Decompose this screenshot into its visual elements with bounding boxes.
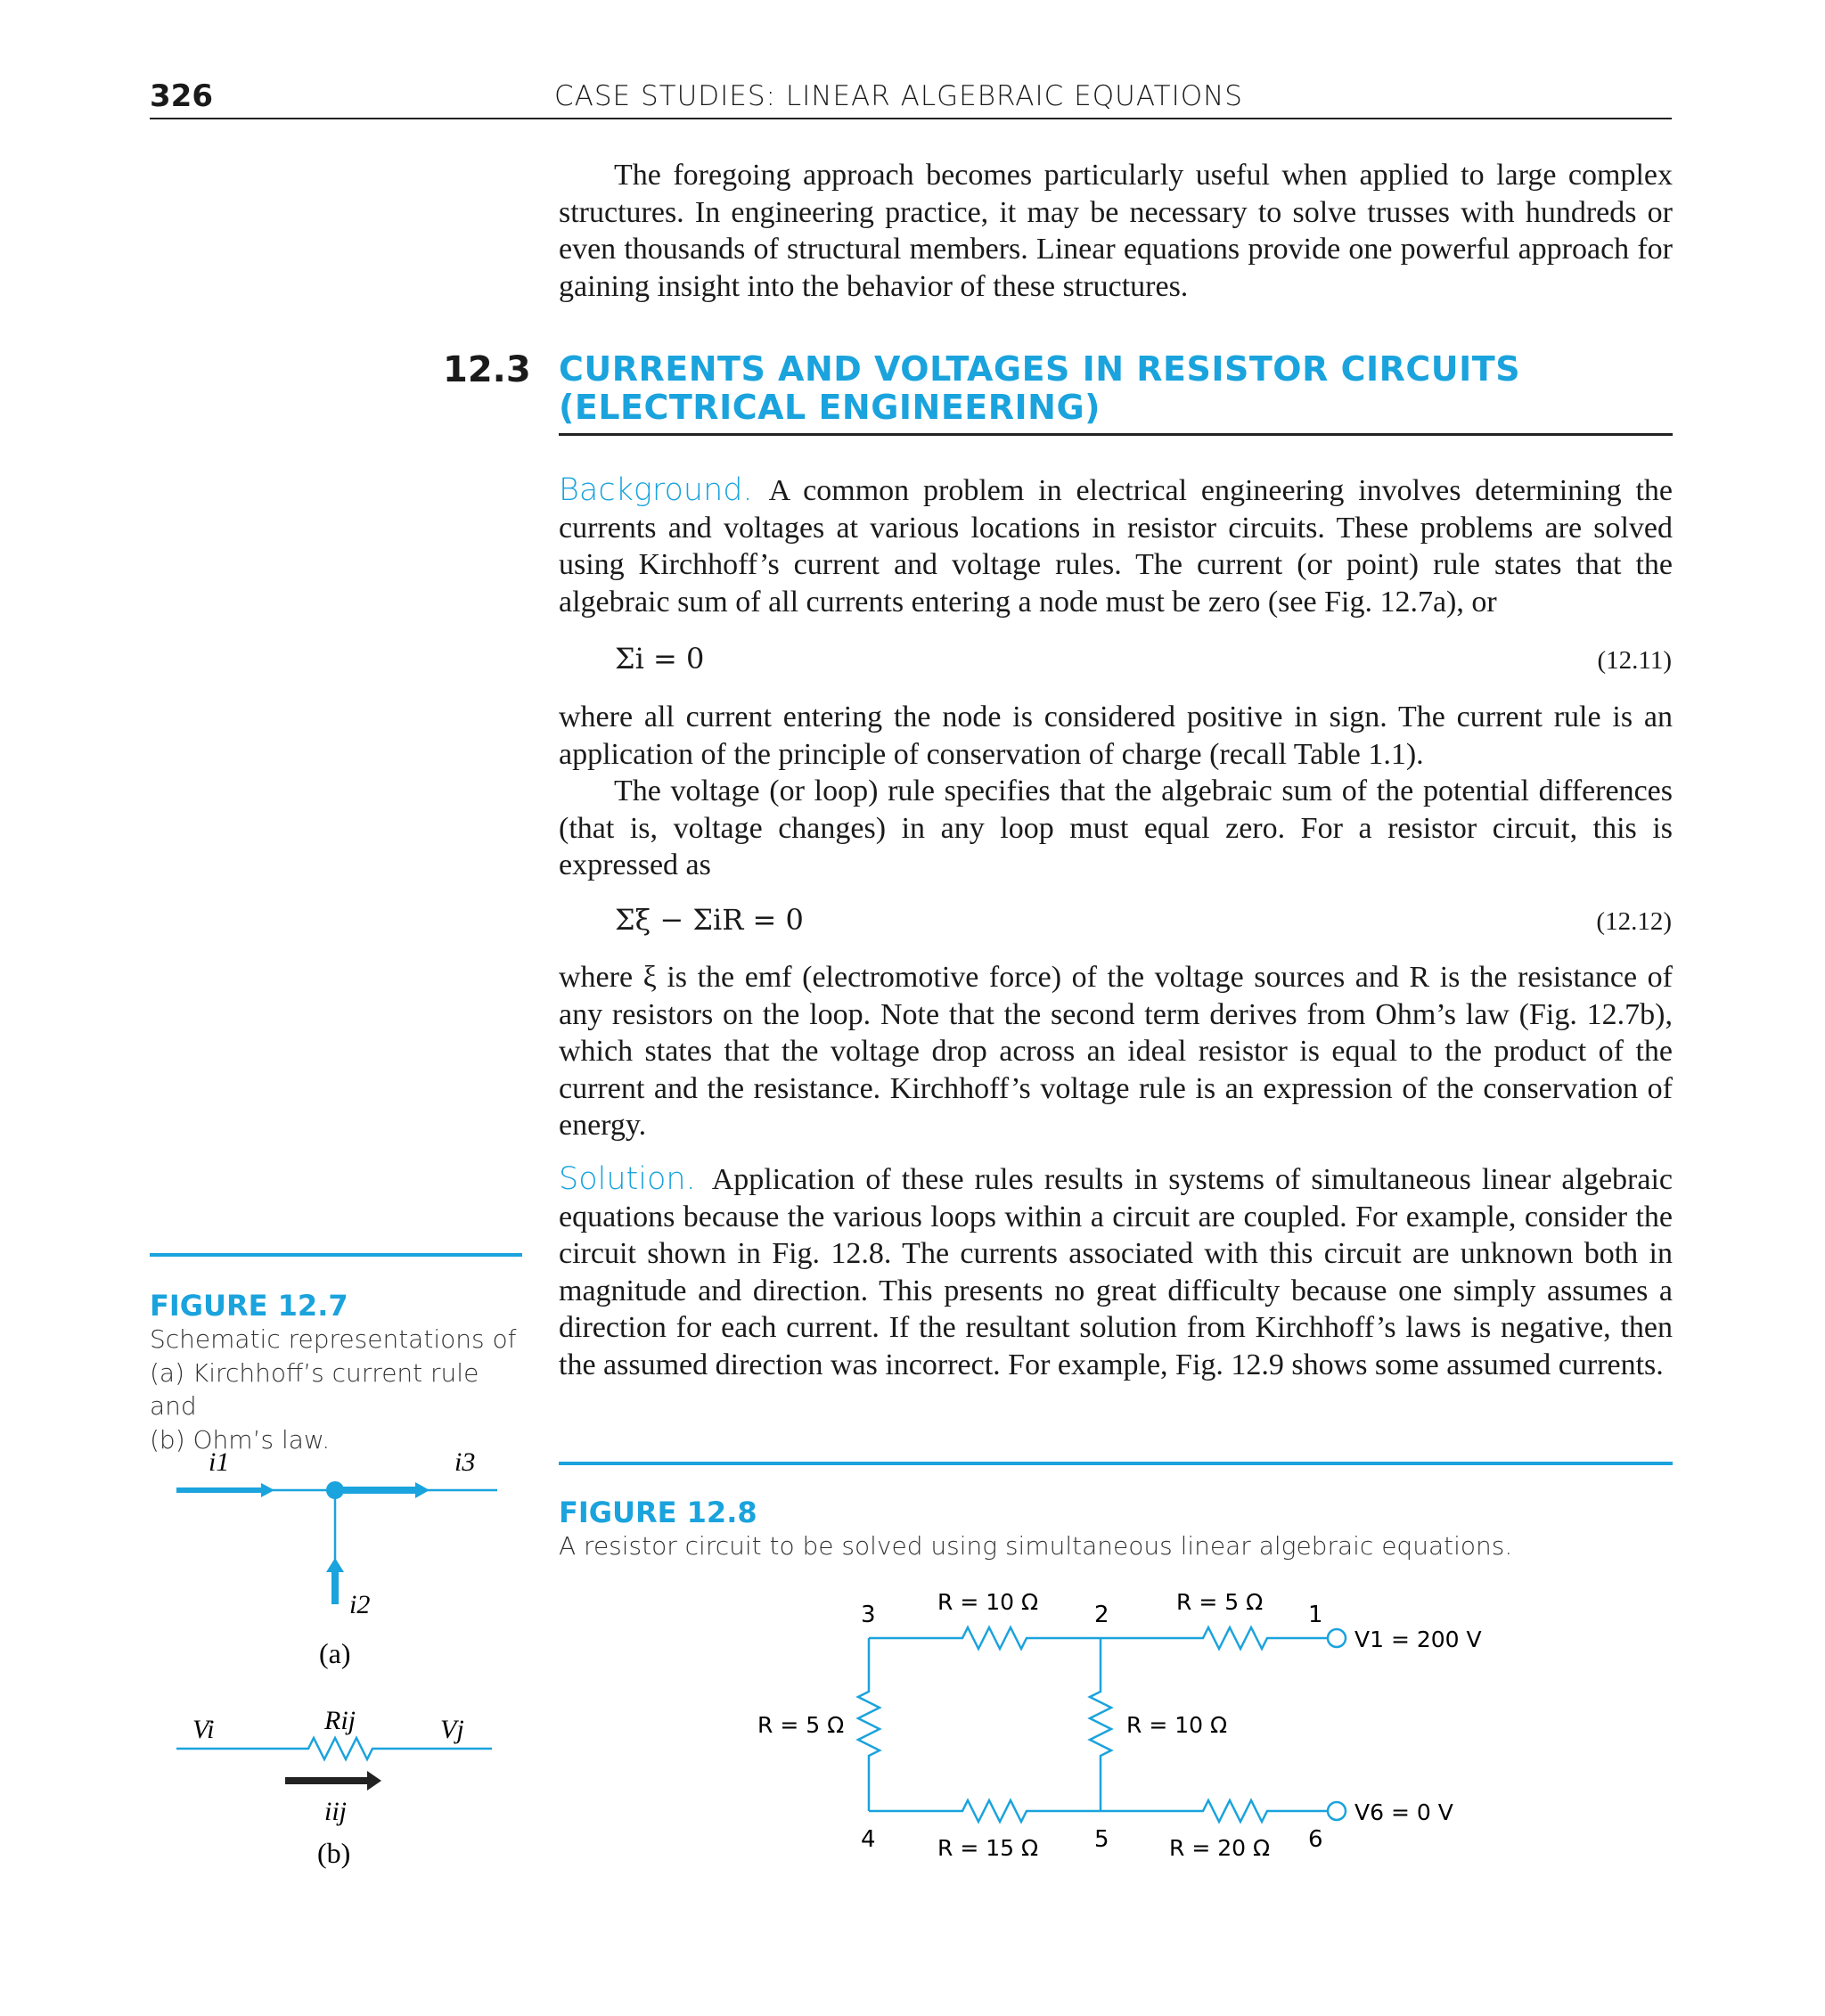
node-label-6: 6 [1308, 1826, 1323, 1853]
figure-12-8-rule [559, 1462, 1673, 1465]
arrow-i2 [326, 1558, 344, 1604]
section-title-line-1: CURRENTS AND VOLTAGES IN RESISTOR CIRCUITS [559, 349, 1521, 389]
label-r21: R = 5 Ω [1176, 1589, 1264, 1615]
figure-12-8-circuit [731, 1578, 1533, 1872]
paragraph-voltage-rule: The voltage (or loop) rule specifies that the algebraic sum of the potential differences (that is, voltage changes) in any loop must equal zero. For a resistor circuit, this is expressed as [559, 774, 1673, 882]
page-number: 326 [150, 78, 213, 114]
background-paragraph [559, 472, 1673, 620]
arrow-i1 [176, 1483, 274, 1497]
node-label-5: 5 [1094, 1826, 1109, 1853]
arrow-i3 [335, 1482, 430, 1498]
label-iij: iij [324, 1797, 348, 1826]
section-title-line-2: (ELECTRICAL ENGINEERING) [559, 388, 1101, 427]
resistor-r25 [1090, 1638, 1111, 1811]
sub-label-a: (a) [319, 1637, 351, 1669]
label-r34: R = 5 Ω [757, 1712, 845, 1738]
figure-12-8-caption: A resistor circuit to be solved using simultaneous linear algebraic equations. [559, 1531, 1513, 1561]
resistor-r56 [1101, 1800, 1328, 1822]
background-text: A common problem in electrical engineering involves determining the currents and voltages at various locations in resistor circuits. These problems are solved using Kirchhoff’s current and voltage rules. The current (or point) rule states that the algebraic sum of all currents entering a node must be zero (see Fig. 12.7a), or [559, 474, 1673, 619]
kirchhoff-node-diagram [176, 1447, 497, 1669]
label-vj: Vj [440, 1715, 464, 1744]
equation-12-12: Σξ − ΣiR = 0 [615, 903, 804, 937]
node-label-3: 3 [861, 1602, 876, 1628]
label-v6: V6 = 0 V [1354, 1799, 1453, 1825]
paragraph-after-equation-1: where all current entering the node is considered positive in sign. The current rule is an application of the principle of conservation of charge (recall Table 1.1). [559, 701, 1673, 771]
arrow-iij [285, 1771, 381, 1791]
equation-12-11: Σi = 0 [615, 642, 705, 676]
resistor-r34 [858, 1638, 880, 1811]
solution-paragraph [559, 1161, 1673, 1384]
figure-12-7-caption-line-2: (a) Kirchhoff’s current rule and [150, 1357, 479, 1421]
equation-12-12-number: (12.12) [1596, 907, 1672, 936]
section-number: 12.3 [443, 349, 531, 390]
label-vi: Vi [192, 1715, 215, 1744]
equation-12-11-number: (12.11) [1597, 646, 1672, 675]
label-i2: i2 [349, 1590, 371, 1619]
label-i1: i1 [209, 1447, 230, 1477]
label-r45: R = 15 Ω [937, 1835, 1039, 1861]
intro-paragraph: The foregoing approach becomes particularly useful when applied to large complex structures. In engineering practice, it may be necessary to solve trusses with hundreds or even thousands of structural members. Linear equations provide one powerful approach for gaining insight into the behavior of these structures. [559, 159, 1673, 303]
solution-text: Application of these rules results in systems of simultaneous linear algebraic equations because the various loops within a circuit are coupled. For example, consider the circuit shown in Fig. 12.8. The currents associated with this circuit are unknown both in magnitude and direction. This presents no great difficulty because one simply assumes a direction for each current. If the resultant solution from Kirchhoff’s laws is negative, then the assumed direction was incorrect. For example, Fig. 12.9 shows some assumed currents. [559, 1163, 1673, 1381]
solution-heading: Solution. [559, 1161, 696, 1197]
figure-12-7-caption-line-1: Schematic representations of [150, 1324, 517, 1354]
figure-12-8-label: FIGURE 12.8 [559, 1496, 757, 1529]
figure-12-7-diagram [150, 1435, 524, 1881]
resistor-r21 [1101, 1627, 1328, 1649]
figure-12-7-rule [150, 1253, 522, 1257]
figure-12-7-label: FIGURE 12.7 [150, 1289, 348, 1323]
node-label-1: 1 [1308, 1602, 1323, 1628]
background-heading: Background. [559, 472, 753, 508]
node-label-4: 4 [861, 1826, 876, 1853]
label-v1: V1 = 200 V [1354, 1627, 1482, 1652]
label-r32: R = 10 Ω [937, 1589, 1039, 1615]
resistor-r45 [869, 1800, 1101, 1822]
ohms-law-diagram [176, 1706, 492, 1869]
terminal-1 [1328, 1629, 1346, 1647]
sub-label-b: (b) [317, 1837, 351, 1869]
terminal-6 [1328, 1802, 1346, 1820]
label-rij: Rij [324, 1706, 356, 1735]
node-label-2: 2 [1094, 1602, 1109, 1628]
label-r25: R = 10 Ω [1126, 1712, 1228, 1738]
section-rule [559, 433, 1673, 436]
resistor-r32 [869, 1627, 1101, 1649]
figure-12-7-caption-line-3: (b) Ohm’s law. [150, 1424, 331, 1455]
section-title [559, 350, 1520, 427]
running-head: CASE STUDIES: LINEAR ALGEBRAIC EQUATIONS [554, 80, 1243, 112]
header-rule [150, 118, 1672, 119]
label-r56: R = 20 Ω [1169, 1835, 1271, 1861]
paragraph-after-equation-2: where ξ is the emf (electromotive force) of the voltage sources and R is the resistance of any resistors on the loop. Note that the second term derives from Ohm’s law (Fig. 12.7b), which states that the voltage drop across an ideal resistor is equal to the product of the current and the resistance. Kirchhoff’s voltage rule is an expression of the conservation of energy. [559, 961, 1673, 1143]
label-i3: i3 [454, 1447, 476, 1477]
